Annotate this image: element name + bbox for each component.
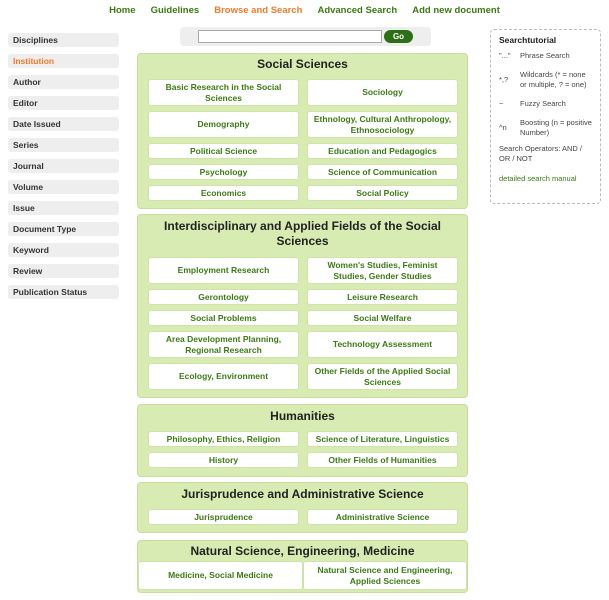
tutorial-row (499, 118, 592, 138)
category-link[interactable]: Area Development Planning, Regional Research (148, 331, 299, 358)
category-link[interactable]: Other Fields of the Applied Social Sciences (307, 363, 458, 390)
category-link[interactable]: Education and Pedagogics (307, 143, 458, 159)
tutorial-title: Searchtutorial (499, 35, 557, 45)
category-link[interactable]: Political Science (148, 143, 299, 159)
search-tutorial-box (490, 29, 601, 204)
category-link[interactable]: Medicine, Social Medicine (138, 561, 303, 590)
sidebar-item-volume[interactable]: Volume (8, 180, 119, 194)
top-navigation (0, 4, 609, 16)
section-title: Interdisciplinary and Applied Fields of the Social Sciences (164, 219, 441, 248)
tutorial-description: Phrase Search (520, 51, 570, 60)
tutorial-row (499, 99, 592, 109)
tutorial-symbol: ^n (499, 123, 507, 132)
sidebar-item-journal[interactable]: Journal (8, 159, 119, 173)
sidebar-item-review[interactable]: Review (8, 264, 119, 278)
nav-guidelines-link[interactable]: Guidelines (150, 5, 200, 16)
sidebar-item-publication-status[interactable]: Publication Status (8, 285, 119, 299)
category-link[interactable]: Sociology (307, 79, 458, 106)
nav-home-link[interactable]: Home (109, 5, 136, 16)
tutorial-description: Fuzzy Search (520, 99, 566, 108)
search-operators-text: Search Operators: AND / OR / NOT (499, 144, 582, 163)
category-link[interactable]: Technology Assessment (307, 331, 458, 358)
section-social-sciences (137, 53, 468, 209)
category-link[interactable]: Social Welfare (307, 310, 458, 326)
category-link[interactable]: Psychology (148, 164, 299, 180)
tutorial-symbol: ~ (499, 99, 504, 108)
sidebar-item-date-issued[interactable]: Date Issued (8, 117, 119, 131)
nav-add-document-link[interactable]: Add new document (412, 5, 500, 16)
section-natural-science (137, 540, 468, 593)
tutorial-symbol: *,? (499, 75, 509, 84)
sidebar-item-document-type[interactable]: Document Type (8, 222, 119, 236)
section-interdisciplinary-applied (137, 214, 468, 398)
sidebar-item-keyword[interactable]: Keyword (8, 243, 119, 257)
category-link[interactable]: Demography (148, 111, 299, 138)
detailed-search-manual-link[interactable]: detailed search manual (499, 174, 577, 183)
category-link[interactable]: Philosophy, Ethics, Religion (148, 431, 299, 447)
category-link[interactable]: Basic Research in the Social Sciences (148, 79, 299, 106)
category-link[interactable]: Administrative Science (307, 509, 458, 525)
section-title: Humanities (270, 409, 335, 423)
category-link[interactable]: Ethnology, Cultural Anthropology, Ethnosociology (307, 111, 458, 138)
section-title: Jurisprudence and Administrative Science (181, 487, 424, 501)
browse-sidebar (8, 33, 119, 306)
nav-browse-search-link[interactable]: Browse and Search (214, 5, 303, 16)
category-link[interactable]: Social Problems (148, 310, 299, 326)
section-jurisprudence (137, 482, 468, 533)
sidebar-item-editor[interactable]: Editor (8, 96, 119, 110)
sidebar-item-issue[interactable]: Issue (8, 201, 119, 215)
category-link[interactable]: Leisure Research (307, 289, 458, 305)
category-link[interactable]: Economics (148, 185, 299, 201)
nav-advanced-search-link[interactable]: Advanced Search (317, 5, 398, 16)
tutorial-row (499, 51, 592, 61)
category-link[interactable]: Natural Science and Engineering, Applied Sciences (303, 561, 467, 590)
tutorial-row (499, 70, 592, 90)
category-link[interactable]: Gerontology (148, 289, 299, 305)
category-link[interactable]: Women's Studies, Feminist Studies, Gender Studies (307, 257, 458, 284)
search-input[interactable] (198, 30, 382, 43)
tutorial-symbol: "..." (499, 51, 511, 60)
section-title: Social Sciences (257, 57, 348, 71)
sidebar-item-institution[interactable]: Institution (8, 54, 119, 68)
sidebar-item-series[interactable]: Series (8, 138, 119, 152)
tutorial-description: Wildcards (* = none or multiple, ? = one) (520, 70, 587, 89)
category-link[interactable]: History (148, 452, 299, 468)
go-button[interactable]: Go (384, 30, 413, 43)
category-link[interactable]: Ecology, Environment (148, 363, 299, 390)
sidebar-item-disciplines[interactable]: Disciplines (8, 33, 119, 47)
category-link[interactable]: Employment Research (148, 257, 299, 284)
category-link[interactable]: Other Fields of Humanities (307, 452, 458, 468)
category-link[interactable]: Science of Literature, Linguistics (307, 431, 458, 447)
category-link[interactable]: Science of Communication (307, 164, 458, 180)
section-humanities (137, 404, 468, 477)
tutorial-description: Boosting (n = positive Number) (520, 118, 592, 137)
sidebar-item-author[interactable]: Author (8, 75, 119, 89)
category-link[interactable]: Social Policy (307, 185, 458, 201)
section-title: Natural Science, Engineering, Medicine (190, 544, 415, 558)
search-bar (180, 27, 431, 46)
category-link[interactable]: Jurisprudence (148, 509, 299, 525)
